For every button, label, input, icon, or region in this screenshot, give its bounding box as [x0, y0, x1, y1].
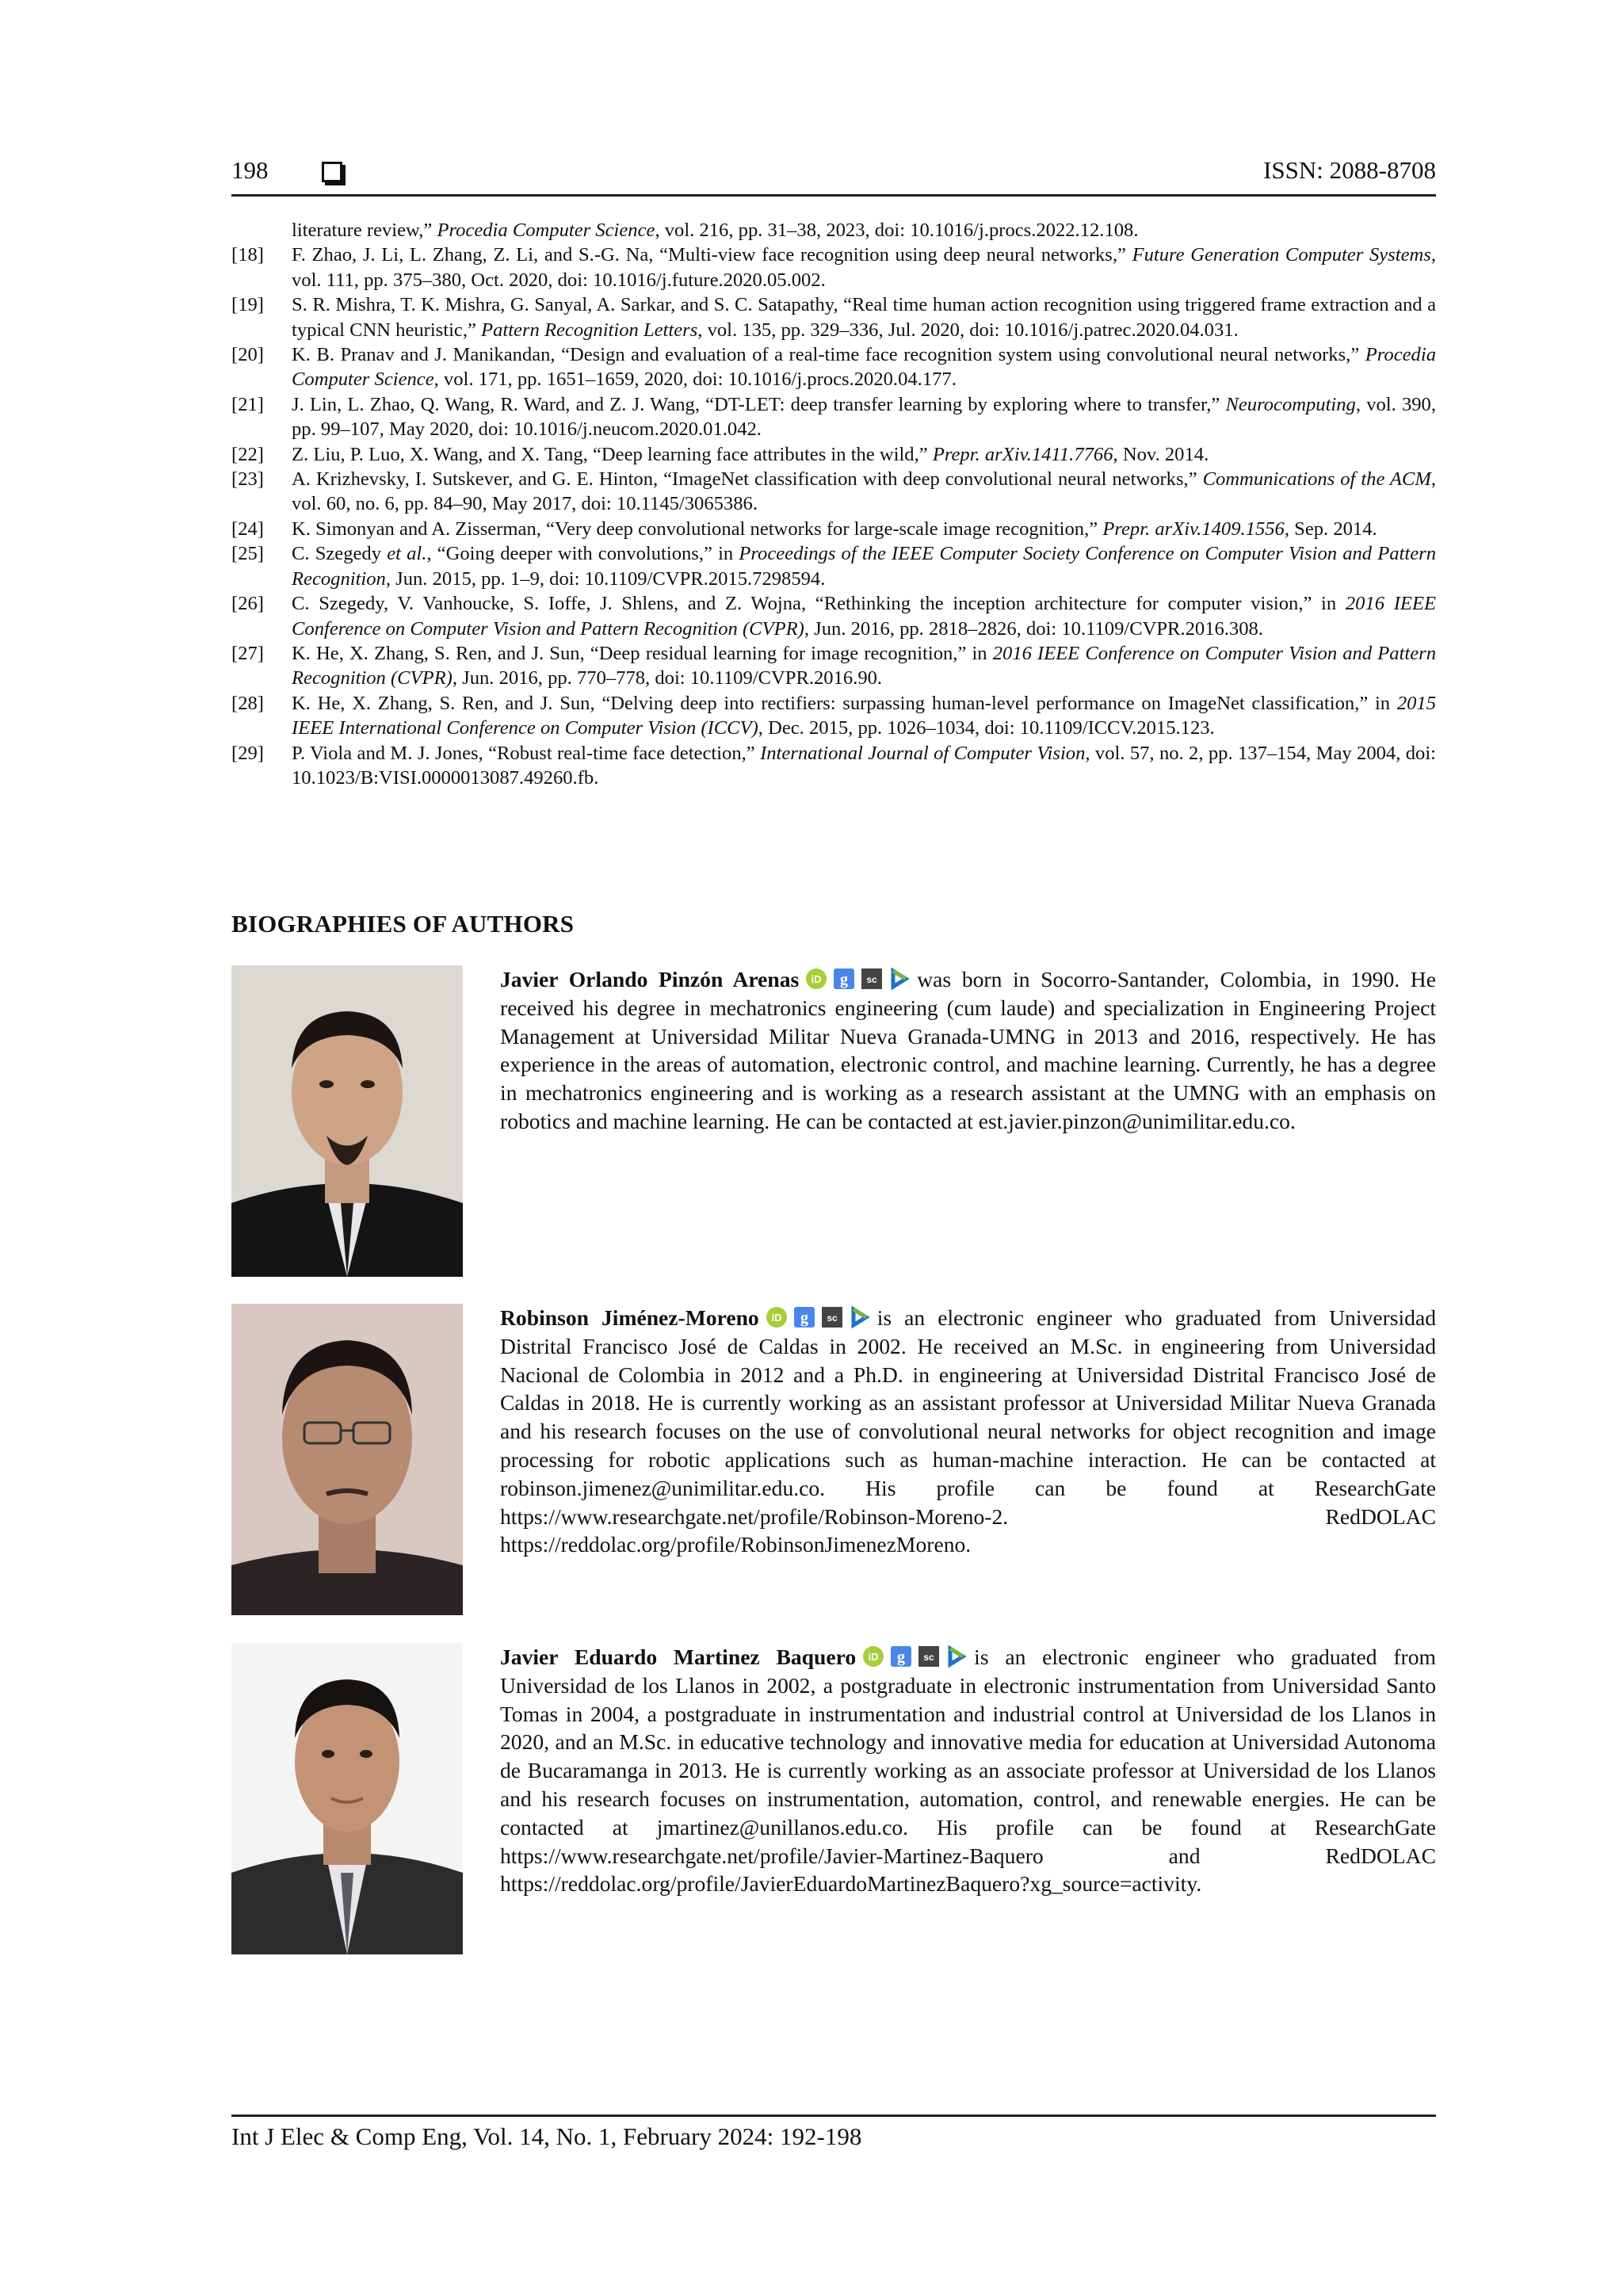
publons-icon[interactable]: [849, 1306, 871, 1328]
google-scholar-icon[interactable]: [890, 1645, 912, 1668]
section-title: BIOGRAPHIES OF AUTHORS: [231, 910, 575, 938]
reference-item: [27] K. He, X. Zhang, S. Ren, and J. Sun, “Deep residual learning for image recognition,” in 2016 IEEE Conference on Computer Vision and Pattern Recognition (CVPR), Jun. 2016, pp. 770–778, doi: 10.1109/CVPR.2016.90.: [231, 642, 1436, 690]
google-scholar-icon[interactable]: [793, 1306, 815, 1328]
page-footer: Int J Elec & Comp Eng, Vol. 14, No. 1, February 2024: 192-198: [231, 2122, 862, 2150]
publons-icon[interactable]: [945, 1645, 968, 1668]
footer-rule: [231, 2115, 1436, 2117]
profile-badges: [766, 1306, 871, 1328]
author-photo: [231, 965, 463, 1277]
reference-item: [21] J. Lin, L. Zhao, Q. Wang, R. Ward, and Z. J. Wang, “DT-LET: deep transfer learning by exploring where to transfer,” Neurocomputing, vol. 390, pp. 99–107, May 2020, doi: 10.1016/j.neucom.2020.01.042.: [231, 393, 1436, 441]
reference-continuation: literature review,” Procedia Computer Science, vol. 216, pp. 31–38, 2023, doi: 10.1016/j.procs.2022.12.108.: [292, 220, 1139, 241]
author-bio: [231, 1643, 1436, 1956]
svg-text:sc: sc: [923, 1652, 934, 1663]
author-name: Javier Eduardo Martinez Baquero: [500, 1645, 857, 1669]
author-bio: [231, 965, 1436, 1278]
svg-text:iD: iD: [811, 973, 822, 985]
orcid-icon[interactable]: [805, 968, 827, 990]
bio-body: was born in Socorro-Santander, Colombia, in 1990. He received his degree in mechatronics engineering (cum laude) and specialization in Engineering Project Management at Universidad Militar Nueva Granada-UMNG in 2013 and 2016, respectively. He has experience in the areas of automation, electronic control, and machine learning. Currently, he has a degree in mechatronics engineering and is working as a research assistant at the UMNG with an emphasis on robotics and machine learning. He can be contacted at est.javier.pinzon@unimilitar.edu.co.: [500, 967, 1436, 1133]
reference-item: [22] Z. Liu, P. Luo, X. Wang, and X. Tang, “Deep learning face attributes in the wild,” Prepr. arXiv.1411.7766, Nov. 2014.: [231, 443, 1209, 465]
reference-item: [18] F. Zhao, J. Li, L. Zhang, Z. Li, and S.-G. Na, “Multi-view face recognition using deep neural networks,” Future Generation Computer Systems, vol. 111, pp. 375–380, Oct. 2020, doi: 10.1016/j.future.2020.05.002.: [231, 244, 1436, 291]
reference-item: [26] C. Szegedy, V. Vanhoucke, S. Ioffe, J. Shlens, and Z. Wojna, “Rethinking the inception architecture for computer vision,” in 2016 IEEE Conference on Computer Vision and Pattern Recognition (CVPR), Jun. 2016, pp. 2818–2826, doi: 10.1109/CVPR.2016.308.: [231, 593, 1436, 640]
svg-text:g: g: [840, 971, 849, 988]
svg-text:iD: iD: [771, 1312, 782, 1324]
bio-paragraph: [500, 965, 1436, 1136]
svg-text:sc: sc: [827, 1312, 838, 1324]
page-number: 198: [231, 156, 269, 184]
reference-item: [28] K. He, X. Zhang, S. Ren, and J. Sun, “Delving deep into rectifiers: surpassing human-level performance on ImageNet classification,” in 2015 IEEE International Conference on Computer Vision (ICCV), Dec. 2015, pp. 1026–1034, doi: 10.1109/ICCV.2015.123.: [231, 692, 1436, 739]
author-bio: [231, 1304, 1436, 1617]
reference-list: [231, 218, 1436, 790]
google-scholar-icon[interactable]: [833, 968, 855, 990]
bio-body: is an electronic engineer who graduated from Universidad de los Llanos in 2002, a postgraduate in electronic instrumentation from Universidad Santo Tomas in 2004, a postgraduate in instrumentation and industrial control at Universidad de los Llanos in 2020, and an M.Sc. in educative technology and innovative media for education at Universidad Autonoma de Bucaramanga in 2013. He is currently working as an associate professor at Universidad de los Llanos and his research focuses on instrumentation, automation, control, and renewable energies. He can be contacted at jmartinez@unillanos.edu.co. His profile can be found at ResearchGate https://www.researchgate.net/profile/Javier-Martinez-Baquero and RedDOLAC https://reddolac.org/profile/JavierEduardoMartinezBaquero?xg_source=activity.: [500, 1645, 1436, 1897]
svg-text:g: g: [800, 1309, 808, 1327]
header-box-icon: [322, 162, 342, 182]
reference-item: [19] S. R. Mishra, T. K. Mishra, G. Sanyal, A. Sarkar, and S. C. Satapathy, “Real time human action recognition using triggered frame extraction and a typical CNN heuristic,” Pattern Recognition Letters, vol. 135, pp. 329–336, Jul. 2020, doi: 10.1016/j.patrec.2020.04.031.: [231, 294, 1436, 341]
reference-item: [29] P. Viola and M. J. Jones, “Robust real-time face detection,” International Journal of Computer Vision, vol. 57, no. 2, pp. 137–154, May 2004, doi: 10.1023/B:VISI.0000013087.49260.fb.: [231, 742, 1436, 789]
bio-paragraph: [500, 1304, 1436, 1559]
reference-item: [23] A. Krizhevsky, I. Sutskever, and G. E. Hinton, “ImageNet classification with deep convolutional neural networks,” Communications of the ACM, vol. 60, no. 6, pp. 84–90, May 2017, doi: 10.1145/3065386.: [231, 468, 1436, 515]
svg-text:g: g: [897, 1648, 906, 1666]
bio-paragraph: [500, 1643, 1436, 1898]
svg-text:iD: iD: [868, 1651, 879, 1663]
reference-item: [25] C. Szegedy et al., “Going deeper with convolutions,” in Proceedings of the IEEE Computer Society Conference on Computer Vision and Pattern Recognition, Jun. 2015, pp. 1–9, doi: 10.1109/CVPR.2015.7298594.: [231, 543, 1437, 590]
profile-badges: [862, 1645, 968, 1668]
reference-item: [20] K. B. Pranav and J. Manikandan, “Design and evaluation of a real-time face recognition system using convolutional neural networks,” Procedia Computer Science, vol. 171, pp. 1651–1659, 2020, doi: 10.1016/j.procs.2020.04.177.: [231, 344, 1436, 391]
page-header: [231, 155, 1436, 197]
bio-body: is an electronic engineer who graduated from Universidad Distrital Francisco José de Caldas in 2002. He received an M.Sc. in engineering from Universidad Nacional de Colombia in 2012 and a Ph.D. in engineering at Universidad Distrital Francisco José de Caldas in 2018. He is currently working as an assistant professor at Universidad Militar Nueva Granada and his research focuses on the use of convolutional neural networks for object recognition and image processing for robotic applications such as human-machine interaction. He can be contacted at robinson.jimenez@unimilitar.edu.co. His profile can be found at ResearchGate https://www.researchgate.net/profile/Robinson-Moreno-2. RedDOLAC https://reddolac.org/profile/RobinsonJimenezMoreno.: [500, 1305, 1437, 1557]
reference-item: [24] K. Simonyan and A. Zisserman, “Very deep convolutional networks for large-scale image recognition,” Prepr. arXiv.1409.1556, Sep. 2014.: [231, 518, 1377, 540]
author-name: Robinson Jiménez-Moreno: [500, 1305, 759, 1330]
scopus-icon[interactable]: [821, 1306, 843, 1328]
profile-badges: [805, 968, 911, 990]
orcid-icon[interactable]: [862, 1645, 884, 1668]
scopus-icon[interactable]: [861, 968, 883, 990]
publons-icon[interactable]: [888, 968, 911, 990]
scopus-icon[interactable]: [918, 1645, 940, 1668]
issn-label: ISSN: 2088-8708: [1263, 156, 1436, 184]
orcid-icon[interactable]: [766, 1306, 788, 1328]
author-photo: [231, 1643, 463, 1954]
author-photo: [231, 1304, 463, 1615]
author-name: Javier Orlando Pinzón Arenas: [500, 967, 800, 991]
svg-text:sc: sc: [866, 974, 877, 985]
